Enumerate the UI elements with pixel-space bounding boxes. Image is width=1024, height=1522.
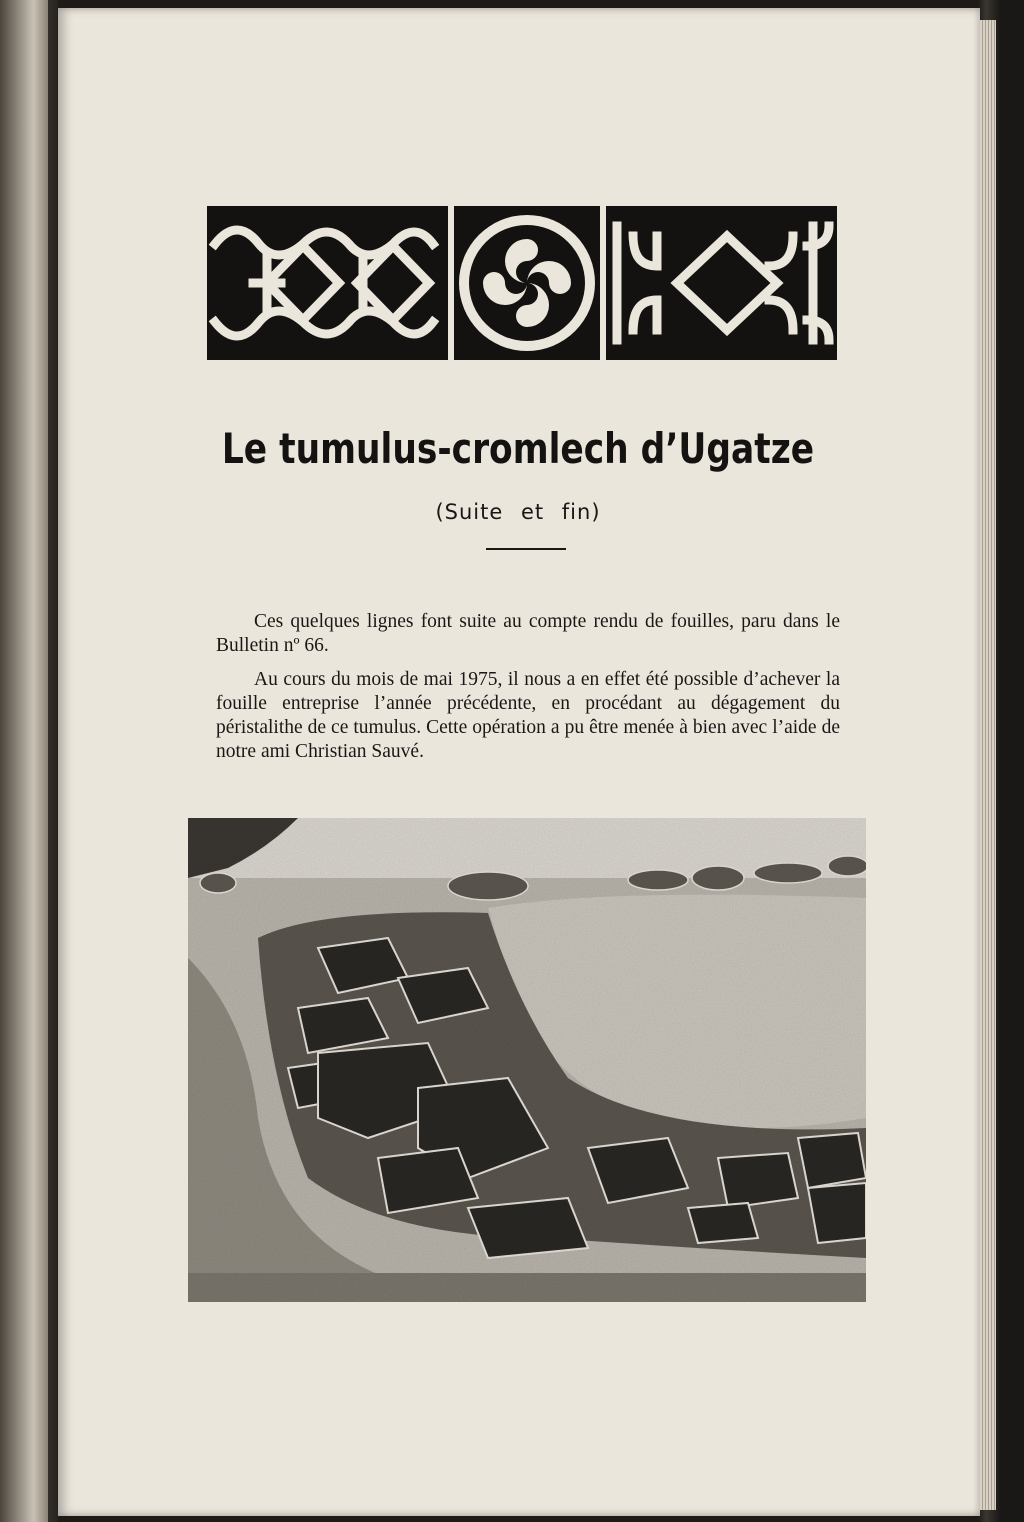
basque-cross-lauburu-icon (459, 215, 595, 351)
article-body (216, 610, 840, 774)
excavation-photograph (188, 818, 866, 1302)
article-title: Le tumulus-cromlech d’Ugatze (221, 424, 815, 473)
ornamental-banner (207, 206, 837, 360)
article-subtitle: (Suite et fin) (435, 500, 601, 524)
page-stack-edge (980, 20, 996, 1510)
facing-page-edge (0, 0, 48, 1522)
paragraph-2: Au cours du mois de mai 1975, il nous a en effet été possible d’achever la fouille entreprise l’année précédente, en procédant au dégagement du péristalithe de ce tumulus. Cette opération a pu être menée à bien avec l’aide de notre ami Christian Sauvé. (216, 669, 840, 762)
paragraph-1: Ces quelques lignes font suite au compte rendu de fouilles, paru dans le Bulletin nº 66. (216, 611, 840, 656)
title-divider (486, 548, 566, 550)
